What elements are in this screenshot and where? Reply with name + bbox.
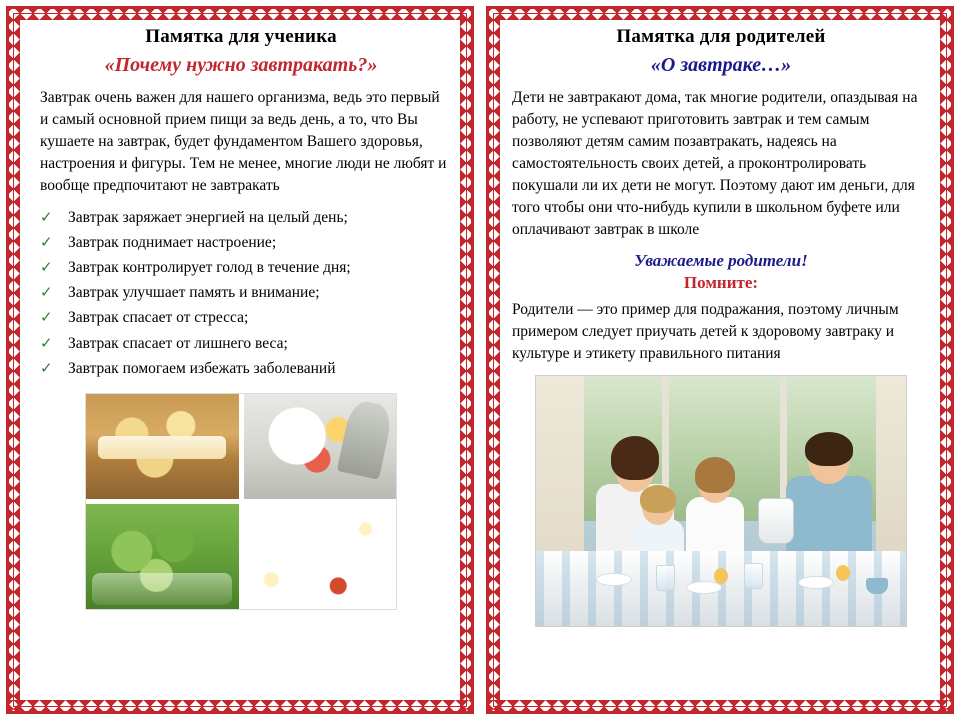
callout-remember: Помните: [683,273,759,292]
list-item [34,230,454,255]
boiled-egg-icon [836,565,850,581]
list-item-label: Завтрак спасает от стресса; [68,309,249,327]
right-paragraph: Дети не завтракают дома, так многие родители, опаздывая на работу, не успевают приготовить завтрак и тем самым позволяют детям самим позавтракать, надеясь на самостоятельность своих детей, а проконтролировать покушали ли их дети не могут. Поэтому дают им деньги, для того чтобы они что-нибудь купили в школьном буфете или оплачивают завтрак в школе [512,89,918,238]
left-content [6,6,474,690]
benefits-list [28,205,454,381]
milk-pitcher-icon [758,498,794,544]
left-title: Памятка для ученика [145,26,337,47]
plate-icon [798,576,834,589]
green-vegetable-salad-photo [86,504,239,609]
list-item-label: Завтрак заряжает энергией на целый день; [68,209,348,226]
left-subtitle: «Почему нужно завтракать?» [104,54,378,76]
fruit-yogurt-photo [244,394,397,499]
check-icon: ✓ [40,210,53,226]
check-icon: ✓ [40,260,53,277]
list-item-label: Завтрак контролирует голод в течение дня; [68,259,351,277]
boy-hair [640,485,676,513]
girl-hair [695,457,735,493]
breakfast-food-collage [85,393,397,610]
list-item [34,205,454,230]
mother-hair [611,436,659,480]
check-icon: ✓ [40,285,53,302]
plate-icon [596,573,632,586]
check-icon: ✓ [40,360,53,377]
boiled-egg-icon [714,568,728,584]
cup-icon [866,578,888,594]
check-icon: ✓ [40,235,53,252]
list-item-label: Завтрак улучшает память и внимание; [68,284,320,302]
glass-of-milk-icon [744,563,763,589]
left-paragraph: Завтрак очень важен для нашего организма, ведь это первый и самый основной прием пищи за ведь день, а то, что Вы кушаете на завтрак, будет фундаментом Вашего здоровья, настроения и фигуры. Тем не менее, многие люди не любят и вообще предпочитают не завтракать [40,89,447,194]
glass-of-milk-icon [656,565,675,591]
list-item [34,331,454,356]
right-closing-paragraph: Родители — это пример для подражания, поэтому личным примером следует приучать детей к здоровому завтраку и культуре и этикету правильного питания [512,301,899,362]
list-item [34,305,454,330]
family-breakfast-photo [535,375,907,627]
list-item [34,280,454,305]
right-title: Памятка для родителей [616,26,826,47]
list-item [34,255,454,280]
banana-sandwich-photo [86,394,239,499]
rice-with-vegetables-photo [244,504,397,609]
father-hair [805,432,853,466]
check-icon: ✓ [40,335,53,352]
list-item-label: Завтрак поднимает настроение; [68,234,277,252]
right-subtitle: «О завтраке…» [650,54,792,76]
panel-parents [480,0,960,720]
list-item-label: Завтрак помогаем избежать заболеваний [68,359,336,377]
callout-parents: Уважаемые родители! [634,251,808,270]
right-content [486,6,954,690]
check-icon: ✓ [40,310,53,327]
list-item-label: Завтрак спасает от лишнего веса; [68,334,288,352]
list-item [34,356,454,381]
